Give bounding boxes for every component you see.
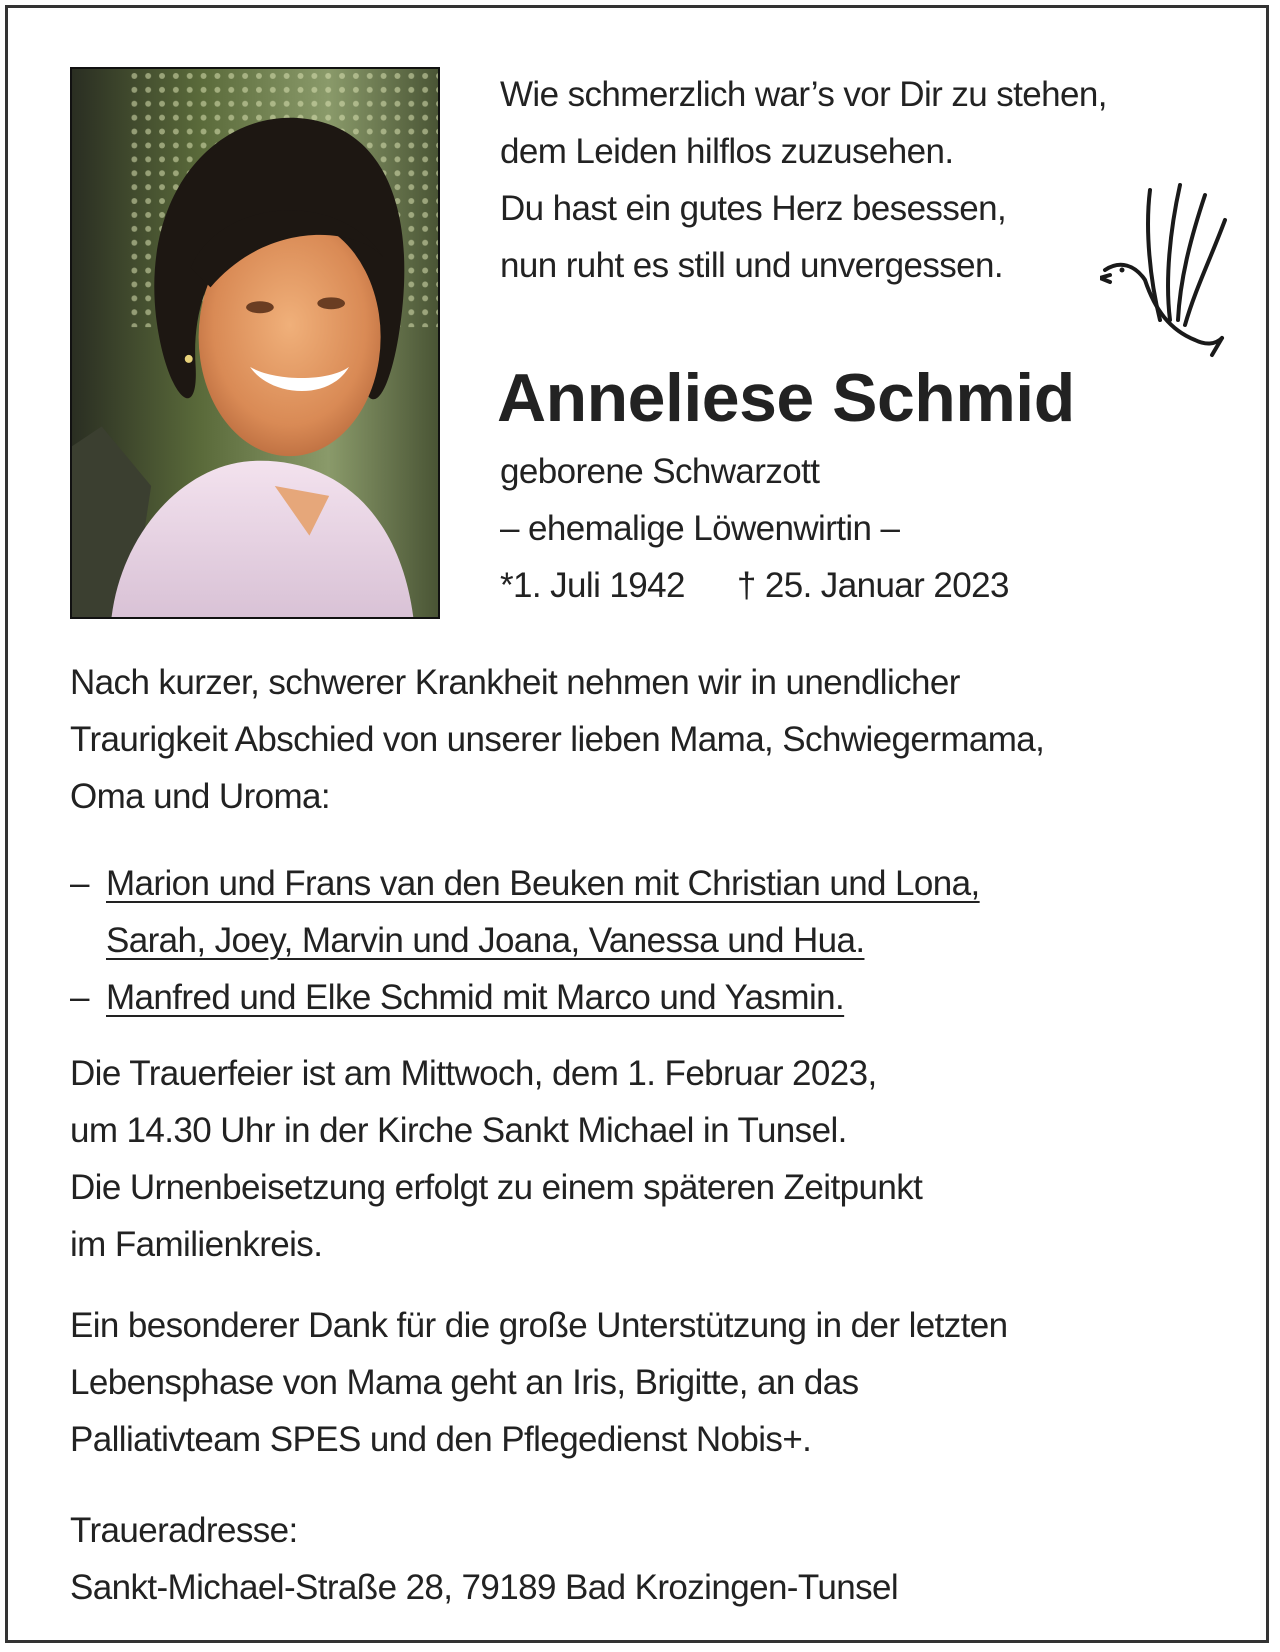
funeral-line: um 14.30 Uhr in der Kirche Sankt Michael in Tunsel. [70, 1111, 847, 1150]
intro-line: Oma und Uroma: [70, 777, 331, 816]
family-group-continued [70, 912, 1220, 969]
family-list [70, 855, 1220, 1026]
life-dates [500, 557, 1009, 614]
thanks-line: Lebensphase von Mama geht an Iris, Brigitte, an das [70, 1363, 859, 1402]
funeral-line: im Familienkreis. [70, 1225, 323, 1264]
deceased-title: – ehemalige Löwenwirtin – [500, 509, 900, 548]
funeral-paragraph [70, 1045, 1220, 1273]
deceased-name: Anneliese Schmid [497, 360, 1075, 436]
list-dash: – [70, 864, 89, 903]
thanks-line: Ein besonderer Dank für die große Unterstützung in der letzten [70, 1306, 1008, 1345]
family-group [70, 969, 1220, 1026]
verse-line: dem Leiden hilflos zuzusehen. [500, 132, 954, 171]
intro-line: Nach kurzer, schwerer Krankheit nehmen wir in unendlicher [70, 663, 960, 702]
deceased-details [500, 443, 1009, 614]
intro-paragraph [70, 654, 1220, 825]
funeral-line: Die Trauerfeier ist am Mittwoch, dem 1. Februar 2023, [70, 1054, 877, 1093]
address-label: Traueradresse: [70, 1511, 298, 1550]
address-value: Sankt-Michael-Straße 28, 79189 Bad Krozingen-Tunsel [70, 1568, 899, 1607]
family-group [70, 855, 1220, 912]
verse-line: Du hast ein gutes Herz besessen, [500, 189, 1007, 228]
list-dash: – [70, 978, 89, 1017]
family-names: Sarah, Joey, Marvin und Joana, Vanessa und Hua. [106, 921, 865, 960]
funeral-line: Die Urnenbeisetzung erfolgt zu einem späteren Zeitpunkt [70, 1168, 923, 1207]
family-names: Marion und Frans van den Beuken mit Christian und Lona, [106, 864, 980, 903]
family-names: Manfred und Elke Schmid mit Marco und Yasmin. [106, 978, 845, 1017]
thanks-line: Palliativteam SPES und den Pflegedienst Nobis+. [70, 1420, 812, 1459]
verse-line: Wie schmerzlich war’s vor Dir zu stehen, [500, 75, 1107, 114]
birth-date: *1. Juli 1942 [500, 566, 685, 605]
intro-line: Traurigkeit Abschied von unserer lieben Mama, Schwiegermama, [70, 720, 1045, 759]
portrait-photo [70, 67, 440, 619]
thanks-paragraph [70, 1297, 1220, 1468]
birth-name: geborene Schwarzott [500, 452, 820, 491]
mourning-address [70, 1502, 1220, 1616]
verse-line: nun ruht es still und unvergessen. [500, 246, 1003, 285]
death-date: † 25. Januar 2023 [736, 566, 1009, 605]
dove-icon [1100, 170, 1230, 370]
